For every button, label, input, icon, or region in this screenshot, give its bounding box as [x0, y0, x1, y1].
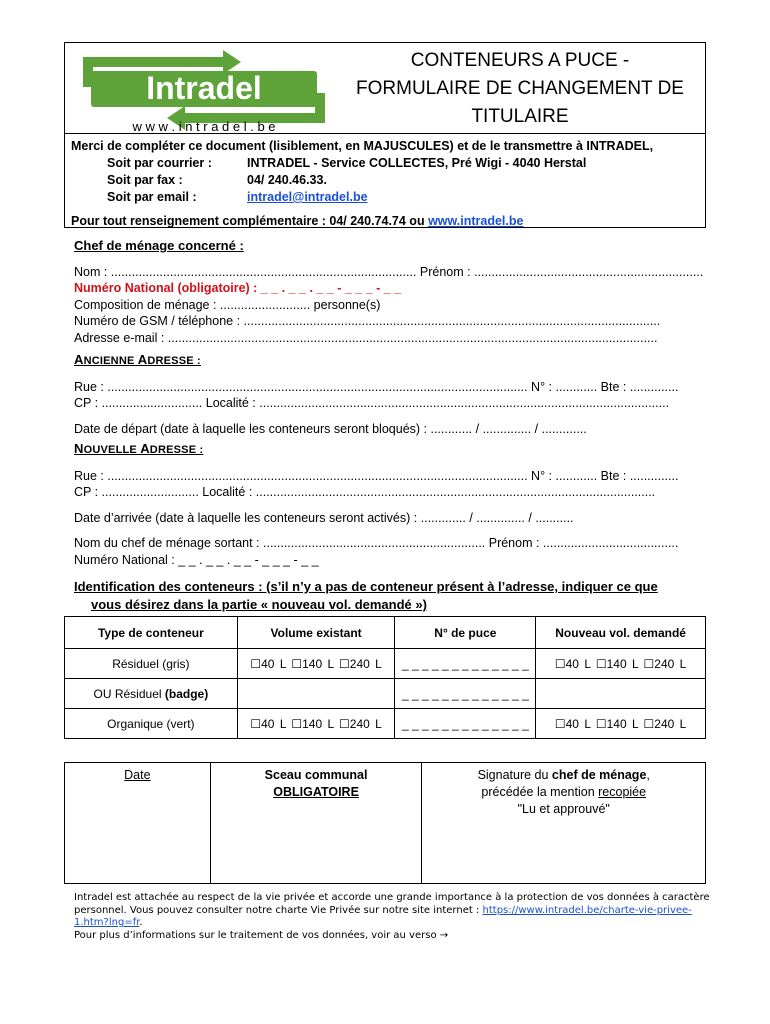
privacy-footer: Intradel est attachée au respect de la vie privée et accorde une grande importance à la protection de vos données à caractère personnel. Vous pouvez consulter notre charte Vie Privée sur notre site internet : https://www.intradel.be/charte-vie-privee-1.htm?lng=fr. Pour plus d’informations sur le traitement de vos données, voir au verso → — [74, 892, 714, 942]
table-row — [65, 649, 706, 679]
ancienne-rue-field[interactable]: Rue : ......................................................................................................................... N° : ............ Bte : .............. — [74, 379, 679, 394]
col-volume-header: Volume existant — [237, 617, 395, 649]
email-field[interactable]: Adresse e-mail : ............................................................................................................................................. — [74, 330, 658, 345]
type-cell: OU Résiduel (badge) — [65, 679, 238, 709]
sortant-numero-national-field[interactable]: Numéro National : _ _ . _ _ . _ _ - _ _ _ - _ _ — [74, 552, 319, 567]
nouveau-checkboxes[interactable]: ☐40 L ☐140 L ☐240 L — [536, 649, 706, 679]
intro-text: Merci de compléter ce document (lisiblement, en MAJUSCULES) et de le transmettre à INTRADEL, — [71, 139, 654, 153]
numero-national-field[interactable]: Numéro National (obligatoire) : _ _ . _ _ . _ _ - _ _ _ - _ _ — [74, 281, 402, 295]
nouvelle-rue-field[interactable]: Rue : ......................................................................................................................... N° : ............ Bte : .............. — [74, 468, 679, 483]
email-row: Soit par email : intradel@intradel.be — [107, 190, 368, 204]
table-row — [65, 709, 706, 739]
nouveau-checkboxes — [536, 679, 706, 709]
courier-row: Soit par courrier : INTRADEL - Service COLLECTES, Pré Wigi - 4040 Herstal — [107, 156, 587, 170]
email-link[interactable]: intradel@intradel.be — [247, 190, 368, 204]
nom-prenom-field[interactable]: Nom : ........................................................................................ Prénom : .................................................................. — [74, 264, 704, 279]
header-box — [64, 42, 706, 228]
ancienne-adresse-section — [74, 352, 678, 437]
chef-sortant-field[interactable]: Nom du chef de ménage sortant : ................................................................ Prénom : ....................................... — [74, 536, 679, 550]
table-row — [65, 679, 706, 709]
date-arrivee-field[interactable]: Date d’arrivée (date à laquelle les conteneurs seront activés) : ............. / .............. / ........... — [74, 510, 574, 525]
chef-heading: Chef de ménage concerné : — [74, 238, 244, 253]
sceau-cell[interactable]: Sceau communal OBLIGATOIRE — [210, 763, 422, 884]
intradel-logo — [73, 47, 335, 133]
nouvelle-cp-field[interactable]: CP : ............................ Localité : ................................................................................................................... — [74, 485, 656, 499]
website-link[interactable]: www.intradel.be — [428, 214, 524, 228]
nouvelle-adresse-heading: NOUVELLE ADRESSE : — [74, 441, 204, 456]
table-header-row — [65, 617, 706, 649]
privacy-link[interactable]: https://www.intradel.be/charte-vie-privee-1.htm?lng=fr — [74, 904, 692, 928]
date-depart-field[interactable]: Date de départ (date à laquelle les conteneurs seront bloqués) : ............ / .............. / ............. — [74, 421, 587, 436]
nouvelle-adresse-section — [74, 441, 678, 568]
date-cell[interactable]: Date — [65, 763, 211, 884]
nouveau-checkboxes[interactable]: ☐40 L ☐140 L ☐240 L — [536, 709, 706, 739]
type-cell: Organique (vert) — [65, 709, 238, 739]
signature-cell[interactable]: Signature du chef de ménage, précédée la mention recopiée "Lu et approuvé" — [422, 763, 706, 884]
ancienne-adresse-heading: ANCIENNE ADRESSE : — [74, 352, 201, 367]
composition-field[interactable]: Composition de ménage : .......................... personne(s) — [74, 297, 381, 312]
gsm-field[interactable]: Numéro de GSM / téléphone : ........................................................................................................................ — [74, 314, 661, 328]
ancienne-cp-field[interactable]: CP : ............................. Localité : ...................................................................................................................... — [74, 396, 670, 410]
volume-checkboxes[interactable]: ☐40 L ☐140 L ☐240 L — [237, 709, 395, 739]
col-puce-header: N° de puce — [395, 617, 536, 649]
logo-url: w w w . i n t r a d e l . b e — [132, 119, 276, 133]
volume-checkboxes[interactable]: ☐40 L ☐140 L ☐240 L — [237, 649, 395, 679]
header-instructions — [71, 138, 701, 230]
volume-checkboxes — [237, 679, 395, 709]
col-type-header: Type de conteneur — [65, 617, 238, 649]
signature-table — [64, 762, 706, 884]
form-title: CONTENEURS A PUCE - FORMULAIRE DE CHANGEMENT DE TITULAIRE — [356, 50, 684, 127]
containers-table — [64, 616, 706, 739]
header-divider — [65, 133, 705, 134]
type-cell: Résiduel (gris) — [65, 649, 238, 679]
puce-field[interactable]: _ _ _ _ _ _ _ _ _ _ _ _ _ — [395, 649, 536, 679]
puce-field[interactable]: _ _ _ _ _ _ _ _ _ _ _ _ _ — [395, 709, 536, 739]
puce-field[interactable]: _ _ _ _ _ _ _ _ _ _ _ _ _ — [395, 679, 536, 709]
fax-row: Soit par fax : 04/ 240.46.33. — [107, 173, 327, 187]
chef-section — [74, 238, 703, 346]
col-nouveau-header: Nouveau vol. demandé — [536, 617, 706, 649]
info-line: Pour tout renseignement complémentaire : 04/ 240.74.74 ou www.intradel.be — [71, 214, 524, 228]
verso-note: Pour plus d’informations sur le traitement de vos données, voir au verso → — [74, 929, 449, 941]
identification-heading: Identification des conteneurs : (s’il n’y a pas de conteneur présent à l’adresse, indiquer ce que vous désirez dans la partie « nouveau vol. demandé ») — [74, 579, 658, 612]
header-top — [65, 43, 705, 133]
logo-wordmark: Intradel — [146, 70, 262, 106]
